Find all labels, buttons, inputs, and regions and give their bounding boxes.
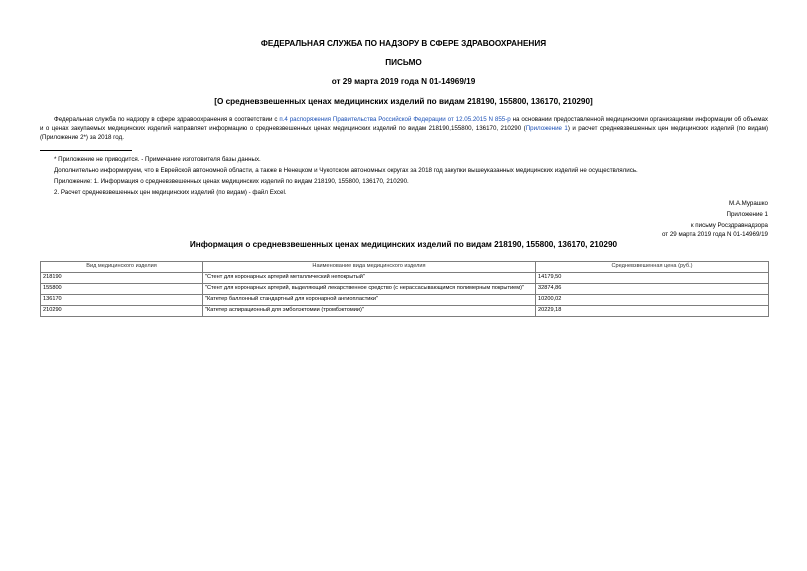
- appendix-date-number: от 29 марта 2019 года N 01-14969/19: [661, 231, 768, 238]
- cell-code: 155800: [41, 284, 203, 295]
- column-header-code: Вид медицинского изделия: [41, 262, 203, 273]
- document-date-number: от 29 марта 2019 года N 01-14969/19: [331, 77, 476, 86]
- appendix-item-1: Приложение: 1. Информация о средневзвешенных ценах медицинских изделий по видам 218190, 155800, 136170, 210290.: [54, 178, 409, 185]
- prices-table: [40, 261, 769, 317]
- table-title: Информация о средневзвешенных ценах медицинских изделий по видам 218190, 155800, 136170, 210290: [189, 240, 618, 249]
- appendix-to-letter: к письму Росздравнадзора: [690, 222, 768, 229]
- cell-name: "Катетер баллонный стандартный для коронарной ангиопластики": [203, 295, 536, 306]
- table-row: [41, 306, 769, 317]
- additional-info: Дополнительно информируем, что в Еврейской автономной области, а также в Ненецком и Чукотском автономных округах за 2018 год закупки вышеуказанных медицинских изделий не осуществлялись.: [54, 167, 638, 174]
- appendix-item-2: 2. Расчет средневзвешенных цен медицинских изделий (по видам) - файл Excel.: [54, 189, 287, 196]
- cell-code: 136170: [41, 295, 203, 306]
- table-row: [41, 295, 769, 306]
- footnote-text: * Приложение не приводится. - Примечание изготовителя базы данных.: [54, 156, 261, 163]
- main-text-part2: на основании предоставленной медицинскими организациями информации об объемах и о ценах закупаемых медицинских изделий направляет информацию о средневзвешенных ценах медицинских изделий по видам 218190,155800, 136170, 210290 (: [40, 116, 768, 133]
- table-row: [41, 273, 769, 284]
- main-paragraph: [40, 115, 768, 143]
- main-text-part1: Федеральная служба по надзору в сфере здравоохранения в соответствии с: [54, 116, 280, 123]
- column-header-name: Наименование вида медицинского изделия: [203, 262, 536, 273]
- table-row: [41, 284, 769, 295]
- decree-link[interactable]: п.4 распоряжения Правительства Российской Федерации от 12.05.2015 N 855-р: [279, 116, 511, 123]
- cell-price: 14179,50: [536, 273, 769, 284]
- cell-name: "Катетер аспирационный для эмболэктомии (тромбэктомии)": [203, 306, 536, 317]
- organization-heading: ФЕДЕРАЛЬНАЯ СЛУЖБА ПО НАДЗОРУ В СФЕРЕ ЗДРАВООХРАНЕНИЯ: [260, 39, 547, 48]
- main-text-part3: ) и расчет средневзвешенных цен медицинских изделий (по видам) (Приложение 2*) за 2018 год.: [40, 125, 769, 142]
- signatory-name: М.А.Мурашко: [728, 200, 768, 207]
- appendix-1-link[interactable]: Приложение 1: [525, 125, 568, 133]
- column-header-price: Средневзвешенная цена (руб.): [536, 262, 769, 273]
- cell-price: 20229,18: [536, 306, 769, 317]
- appendix-label: Приложение 1: [726, 211, 768, 218]
- cell-price: 10200,02: [536, 295, 769, 306]
- cell-code: 218190: [41, 273, 203, 284]
- document-type: ПИСЬМО: [385, 58, 422, 67]
- cell-code: 210290: [41, 306, 203, 317]
- cell-price: 32874,86: [536, 284, 769, 295]
- table-header-row: [41, 262, 769, 273]
- cell-name: "Стент для коронарных артерий металлический непокрытый": [203, 273, 536, 284]
- document-subject: [О средневзвешенных ценах медицинских изделий по видам 218190, 155800, 136170, 210290]: [214, 97, 593, 106]
- footnote-divider: [40, 150, 132, 151]
- cell-name: "Стент для коронарных артерий, выделяющий лекарственное средство (с нерассасывающимся полимерным покрытием)": [203, 284, 536, 295]
